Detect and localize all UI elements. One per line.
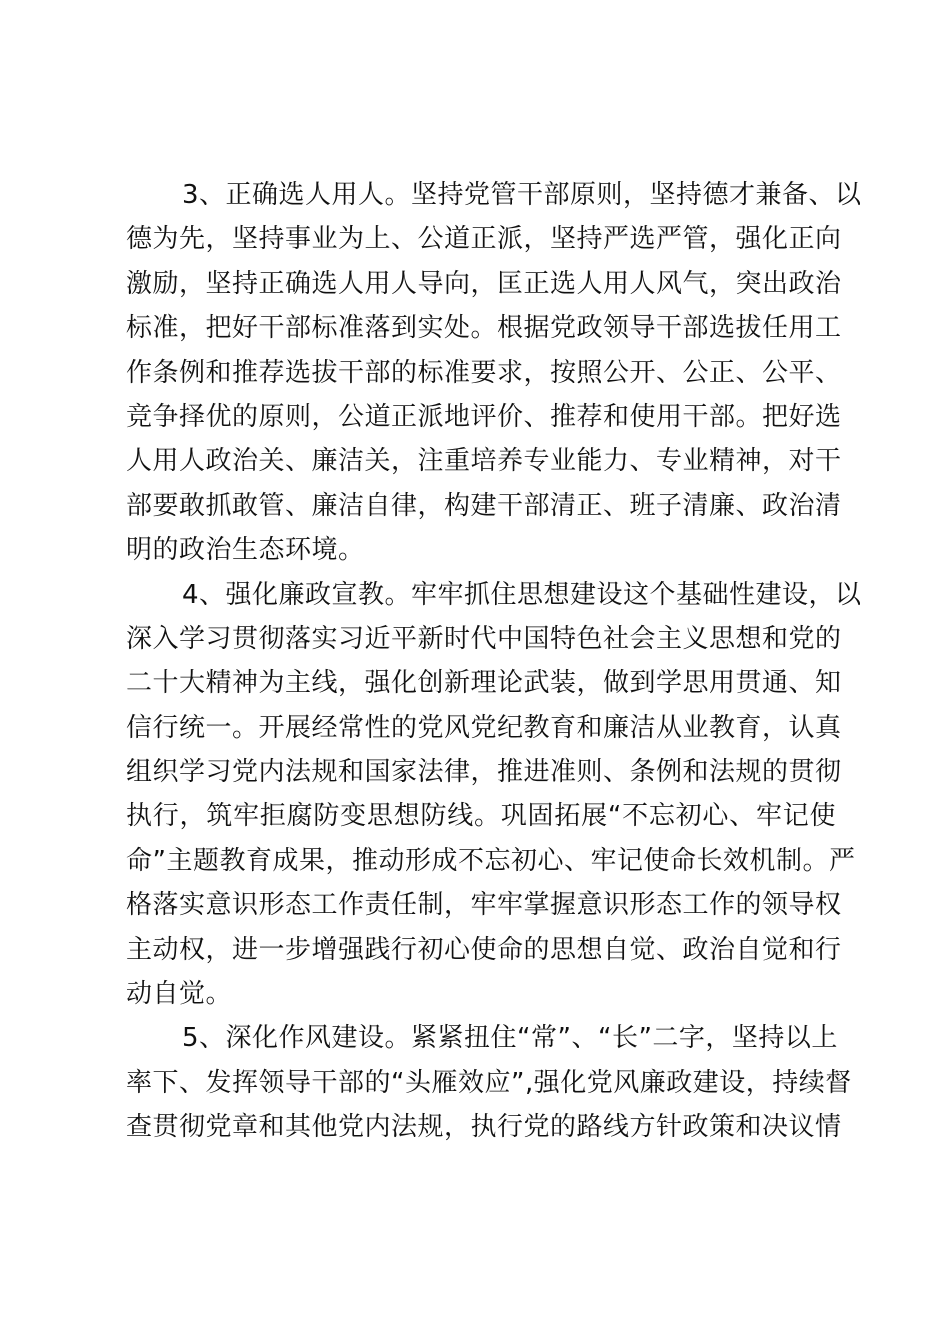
paragraph-item-4	[126, 573, 862, 1017]
text-line: 竞争择优的原则，公道正派地评价、推荐和使用干部。把好选	[126, 401, 842, 432]
text-line: 格落实意识形态工作责任制，牢牢掌握意识形态工作的领导权	[126, 890, 842, 921]
text-line: 查贯彻党章和其他党内法规，执行党的路线方针政策和决议情	[126, 1112, 842, 1143]
text-line: 人用人政治关、廉洁关，注重培养专业能力、专业精神，对干	[126, 446, 842, 477]
text-line: 深入学习贯彻落实习近平新时代中国特色社会主义思想和党的	[126, 623, 842, 654]
text-line: 二十大精神为主线，强化创新理论武装，做到学思用贯通、知	[126, 668, 842, 699]
text-line: 执行，筑牢拒腐防变思想防线。巩固拓展“不忘初心、牢记使	[126, 801, 836, 832]
text-line: 主动权，进一步增强践行初心使命的思想自觉、政治自觉和行	[126, 934, 842, 965]
text-line: 信行统一。开展经常性的党风党纪教育和廉洁从业教育，认真	[126, 712, 842, 743]
text-line: 部要敢抓敢管、廉洁自律，构建干部清正、班子清廉、政治清	[126, 490, 842, 521]
paragraph-item-5	[126, 1016, 852, 1149]
text-line: 组织学习党内法规和国家法律，推进准则、条例和法规的贯彻	[126, 757, 842, 788]
text-line: 明的政治生态环境。	[126, 535, 365, 566]
text-line: 率下、发挥领导干部的“头雁效应”,强化党风廉政建设，持续督	[126, 1067, 852, 1098]
text-line: 动自觉。	[126, 979, 233, 1010]
text-line: 激励，坚持正确选人用人导向，匡正选人用人风气，突出政治	[126, 268, 842, 299]
text-line: 标准，把好干部标准落到实处。根据党政领导干部选拔任用工	[126, 313, 842, 344]
text-line: 3、正确选人用人。坚持党管干部原则，坚持德才兼备、以	[182, 180, 862, 210]
text-line: 命”主题教育成果，推动形成不忘初心、牢记使命长效机制。严	[126, 845, 856, 876]
text-line: 5、深化作风建设。紧紧扭住“常”、“长”二字，坚持以上	[182, 1023, 838, 1054]
paragraph-item-3	[126, 173, 862, 573]
document-body	[126, 173, 862, 1150]
text-line: 4、强化廉政宣教。牢牢抓住思想建设这个基础性建设，以	[182, 579, 862, 610]
text-line: 作条例和推荐选拔干部的标准要求，按照公开、公正、公平、	[126, 357, 842, 388]
text-line: 德为先，坚持事业为上、公道正派，坚持严选严管，强化正向	[126, 224, 842, 255]
